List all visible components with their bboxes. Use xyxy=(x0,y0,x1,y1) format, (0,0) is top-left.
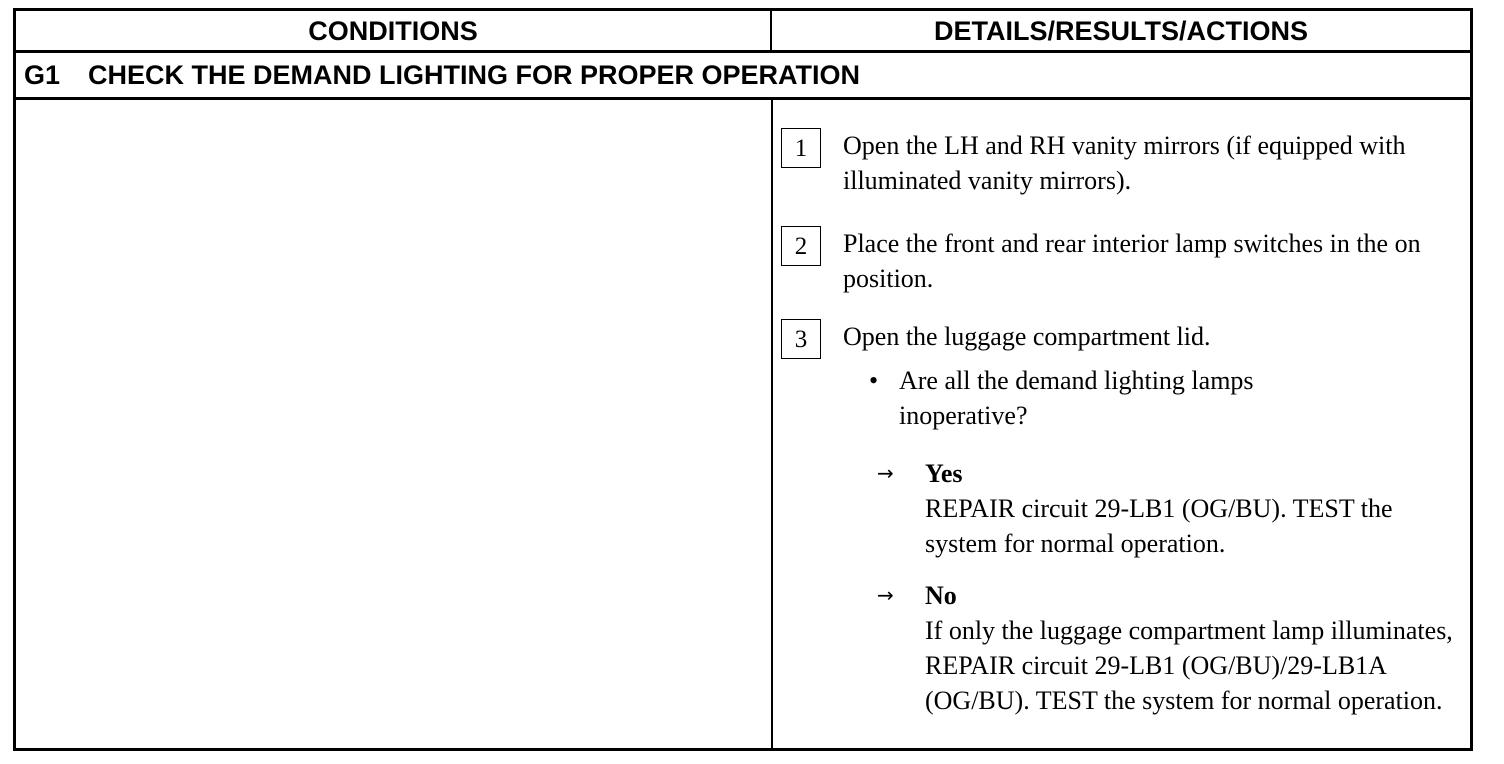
result-text: If only the luggage compartment lamp illuminates, REPAIR circuit 29-LB1 (OG/BU)/29-LB1A (OG/BU). TEST the system for normal operation. xyxy=(925,616,1453,715)
step-number-box: 1 xyxy=(781,128,821,168)
details-cell xyxy=(773,100,1470,748)
step-text: Place the front and rear interior lamp switches in the on position. xyxy=(843,229,1421,293)
step-number-box: 3 xyxy=(781,319,821,359)
section-id: G1 xyxy=(24,60,61,90)
bullet-icon: • xyxy=(869,366,879,395)
section-title: CHECK THE DEMAND LIGHTING FOR PROPER OPERATION xyxy=(88,60,861,90)
result-label: Yes xyxy=(925,459,963,488)
step-number-box: 2 xyxy=(781,226,821,266)
step-text: Open the luggage compartment lid. xyxy=(843,322,1211,351)
section-title-row xyxy=(16,53,1470,100)
conditions-header: CONDITIONS xyxy=(16,11,772,50)
table-header xyxy=(16,11,1470,53)
arrow-right-icon: → xyxy=(877,583,894,607)
details-header: DETAILS/RESULTS/ACTIONS xyxy=(933,16,1308,46)
arrow-right-icon: → xyxy=(877,461,894,485)
conditions-cell xyxy=(16,100,773,748)
question-text: Are all the demand lighting lamps inoperative? xyxy=(899,366,1254,430)
diagnostic-table xyxy=(13,8,1473,751)
step-text: Open the LH and RH vanity mirrors (if equipped with illuminated vanity mirrors). xyxy=(843,131,1406,195)
result-label: No xyxy=(925,581,957,610)
result-text: REPAIR circuit 29-LB1 (OG/BU). TEST the system for normal operation. xyxy=(925,494,1393,558)
